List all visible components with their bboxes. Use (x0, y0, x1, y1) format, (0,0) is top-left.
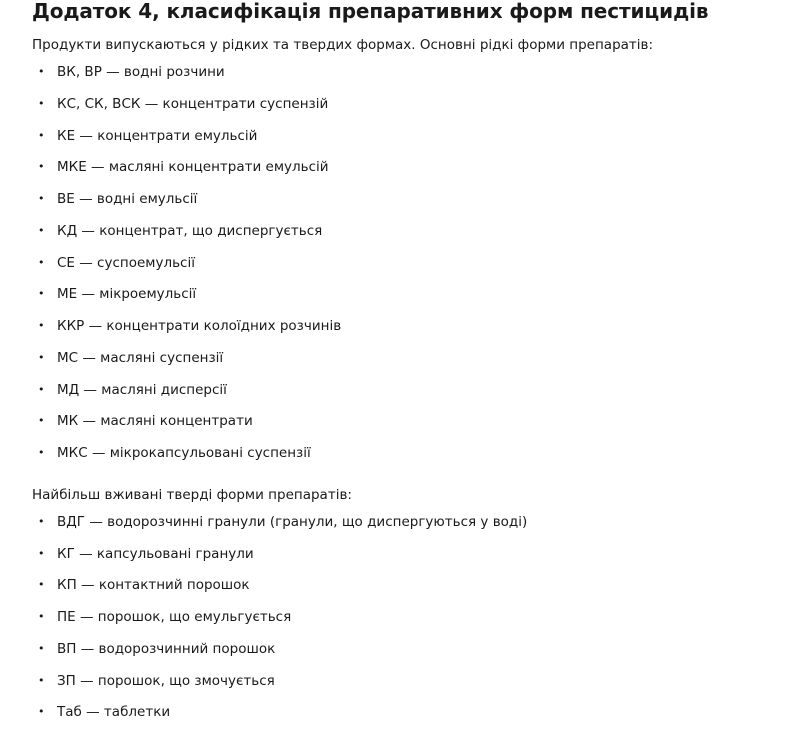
list-item (32, 317, 772, 349)
bullet-icon: • (38, 382, 45, 396)
list-item (32, 63, 772, 95)
list-item-text: ВЕ — водні емульсії (57, 191, 198, 207)
list-item-text: МК — масляні концентрати (57, 413, 253, 430)
bullet-icon: • (38, 192, 45, 205)
bullet-icon: • (38, 641, 45, 655)
list-item-text: МД — масляні дисперсії (57, 381, 227, 398)
list-item-text: КД — концентрат, що диспергується (57, 222, 323, 239)
bullet-icon: • (38, 514, 45, 528)
list-item-text: МКС — мікрокапсульовані суспензії (57, 445, 311, 461)
bullet-icon: • (38, 546, 45, 560)
list-item-text: СЕ — суспоемульсії (57, 254, 195, 271)
list-item (32, 349, 772, 381)
list-item (32, 95, 772, 127)
list-item (32, 127, 772, 159)
list-item (32, 381, 772, 413)
bullet-icon: • (38, 705, 45, 719)
bullet-icon: • (38, 287, 45, 301)
bullet-icon: • (38, 128, 45, 142)
list-item (32, 222, 772, 254)
list-item (32, 545, 772, 577)
list-item (32, 285, 772, 317)
list-item (32, 608, 772, 640)
bullet-icon: • (38, 673, 45, 687)
list-item-text: Таб — таблетки (57, 704, 171, 721)
bullet-icon: • (38, 319, 45, 332)
liquid-forms-intro: Продукти випускаються у рідких та твердих формах. Основні рідкі форми препаратів: (32, 37, 654, 53)
list-item-text: ВК, ВР — водні розчини (57, 64, 225, 80)
solid-forms-list (32, 513, 772, 735)
liquid-forms-list (32, 63, 772, 476)
list-item (32, 513, 772, 545)
bullet-icon: • (38, 414, 45, 428)
list-item-text: МС — масляні суспензії (57, 349, 224, 366)
bullet-icon: • (38, 255, 45, 269)
list-item (32, 672, 772, 704)
list-item-text: КП — контактний порошок (57, 577, 250, 594)
list-item (32, 444, 772, 476)
list-item (32, 254, 772, 286)
list-item-text: КЕ — концентрати емульсій (57, 127, 258, 144)
bullet-icon: • (38, 223, 45, 237)
bullet-icon: • (38, 160, 45, 174)
list-item-text: КС, СК, ВСК — концентрати суспензій (57, 95, 329, 112)
list-item (32, 190, 772, 222)
list-item (32, 158, 772, 190)
page-title: Додаток 4, класифікація препаративних форм пестицидів (32, 0, 709, 23)
bullet-icon: • (38, 610, 45, 623)
list-item (32, 412, 772, 444)
list-item (32, 640, 772, 672)
list-item-text: ПЕ — порошок, що емульгується (57, 609, 292, 625)
bullet-icon: • (38, 96, 45, 110)
list-item-text: ККР — концентрати колоїдних розчинів (57, 318, 342, 334)
list-item-text: ЗП — порошок, що змочується (57, 672, 275, 689)
list-item (32, 703, 772, 735)
bullet-icon: • (38, 446, 45, 459)
bullet-icon: • (38, 65, 45, 78)
list-item-text: МЕ — мікроемульсії (57, 286, 197, 303)
document-page (32, 0, 772, 735)
list-item-text: КГ — капсульовані гранули (57, 545, 254, 562)
list-item (32, 576, 772, 608)
bullet-icon: • (38, 350, 45, 364)
bullet-icon: • (38, 578, 45, 592)
solid-forms-intro: Найбільш вживані тверді форми препаратів: (32, 486, 352, 503)
list-item-text: ВП — водорозчинний порошок (57, 640, 276, 657)
list-item-text: ВДГ — водорозчинні гранули (гранули, що диспергуються у воді) (57, 513, 528, 530)
list-item-text: МКЕ — масляні концентрати емульсій (57, 159, 329, 176)
